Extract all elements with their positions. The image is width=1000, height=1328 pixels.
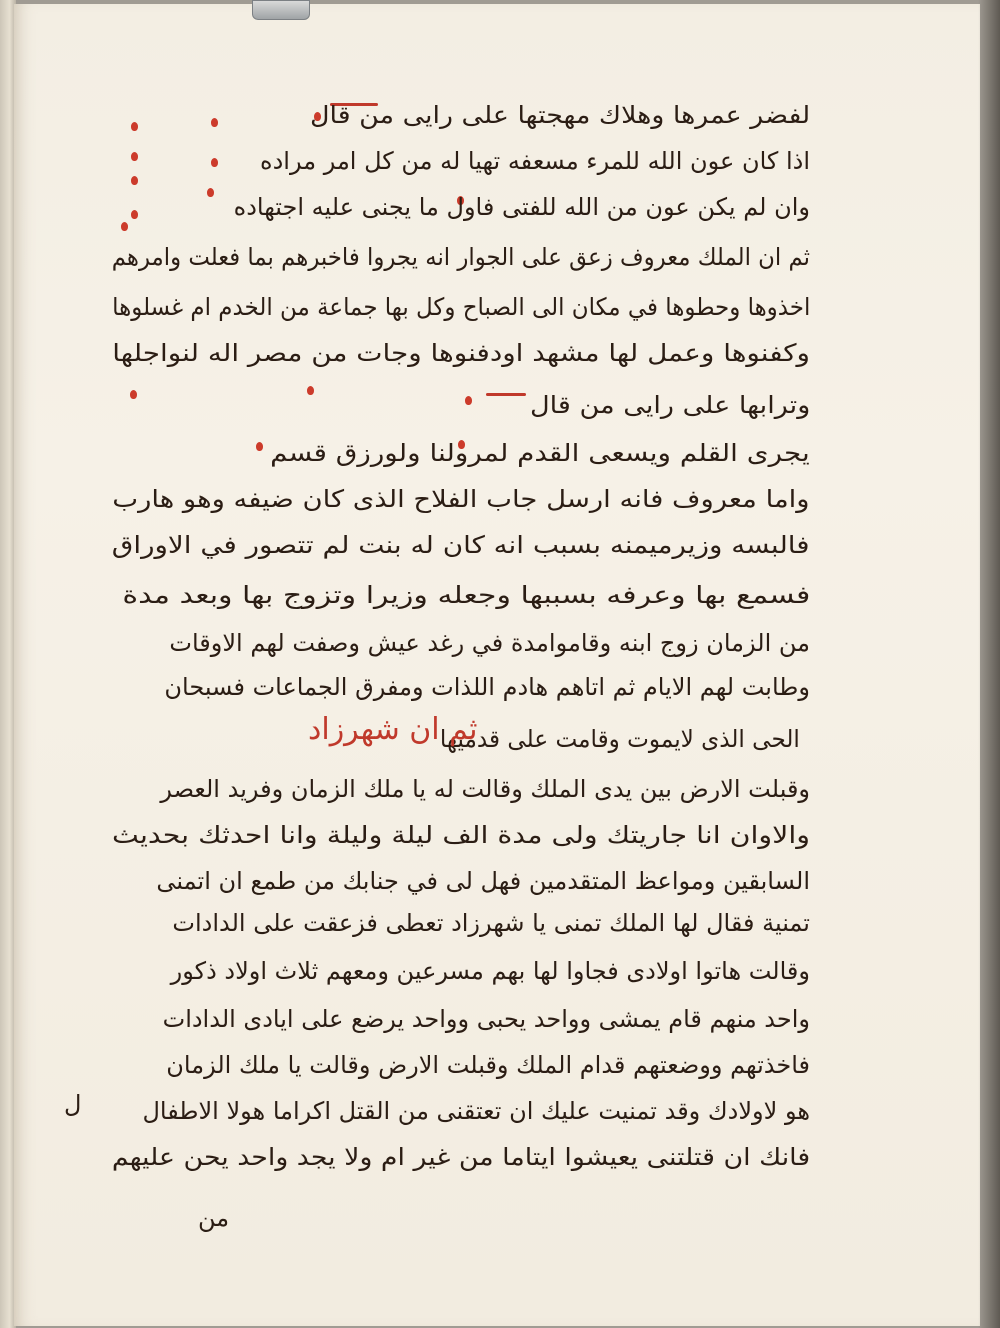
catchword: من (198, 1204, 230, 1232)
text-line: وكفنوها وعمل لها مشهد اودفنوها وجات من مصر اله لنواجلها (112, 339, 810, 367)
verse-divider-dot (307, 386, 314, 395)
verse-divider-dot (130, 390, 137, 399)
text-line: فانك ان قتلتنى يعيشوا ايتاما من غير ام ولا يجد واحد يحن عليهم (111, 1143, 810, 1171)
verse-divider-dot (131, 176, 138, 185)
text-line: وان لم يكن عون من الله للفتى فاول ما يجنى عليه اجتهاده (233, 193, 810, 221)
text-line: من الزمان زوج ابنه وقاموامدة في رغد عيش وصفت لهم الاوقات (169, 629, 810, 657)
text-line: اذا كان عون الله للمرء مسعفه تهيا له من كل امر مراده (260, 147, 810, 175)
text-line: تمنية فقال لها الملك تمنى يا شهرزاد تعطى فزعقت على الدادات (172, 909, 810, 937)
text-line: الحى الذى لايموت وقامت على قدميها (440, 725, 800, 753)
text-line: وقالت هاتوا اولادى فجاوا لها بهم مسرعين ومعهم ثلاث اولاد ذكور (170, 957, 810, 985)
text-line: اخذوها وحطوها في مكان الى الصباح وكل بها جماعة من الخدم ام غسلوها (111, 293, 810, 321)
text-line: ثم ان الملك معروف زعق على الجوار انه يجروا فاخبرهم بما فعلت وامرهم (111, 243, 810, 271)
page-clip (252, 0, 310, 20)
text-line: فسمع بها وعرفه بسببها وجعله وزيرا وتزوج بها وبعد مدة (121, 581, 810, 609)
text-line: هو لاولادك وقد تمنيت عليك ان تعتقنى من القتل اكراما هولا الاطفال (142, 1097, 810, 1125)
verse-divider-dot (131, 122, 138, 131)
rubric-overline (486, 393, 526, 396)
verse-divider-dot (256, 442, 263, 451)
margin-mark: ل (64, 1090, 82, 1118)
text-line: وترابها على رايى من قال (529, 391, 810, 419)
verse-divider-dot (465, 396, 472, 405)
page-edge-shadow (978, 0, 1000, 1328)
text-line: يجرى القلم ويسعى القدم لمرولنا ولورزق قسم (270, 439, 810, 467)
verse-divider-dot (131, 210, 138, 219)
text-line: وقبلت الارض بين يدى الملك وقالت له يا ملك الزمان وفريد العصر (160, 775, 810, 803)
verse-divider-dot (121, 222, 128, 231)
verse-divider-dot (207, 188, 214, 197)
text-line: واحد منهم قام يمشى وواحد يحبى وواحد يرضع على ايادى الدادات (162, 1005, 810, 1033)
text-line: فالبسه وزيرميمنه بسبب انه كان له بنت لم تتصور في الاوراق (112, 531, 810, 559)
verse-divider-dot (211, 118, 218, 127)
rubric-heading: ثم ان شهرزاد (308, 712, 478, 747)
text-line: واما معروف فانه ارسل جاب الفلاح الذى كان ضيفه وهو هارب (112, 485, 810, 513)
text-line: وطابت لهم الايام ثم اتاهم هادم اللذات ومفرق الجماعات فسبحان (164, 673, 810, 701)
text-line: السابقين ومواعظ المتقدمين فهل لى في جنابك من طمع ان اتمنى (156, 867, 810, 895)
verse-divider-dot (211, 158, 218, 167)
text-line: والاوان انا جاريتك ولى مدة الف ليلة وليلة وانا احدثك بحديث (111, 821, 810, 849)
text-line: فاخذتهم ووضعتهم قدام الملك وقبلت الارض وقالت يا ملك الزمان (166, 1051, 810, 1079)
text-line: لفضر عمرها وهلاك مهجتها على رايى من قال (309, 101, 810, 129)
verse-divider-dot (131, 152, 138, 161)
